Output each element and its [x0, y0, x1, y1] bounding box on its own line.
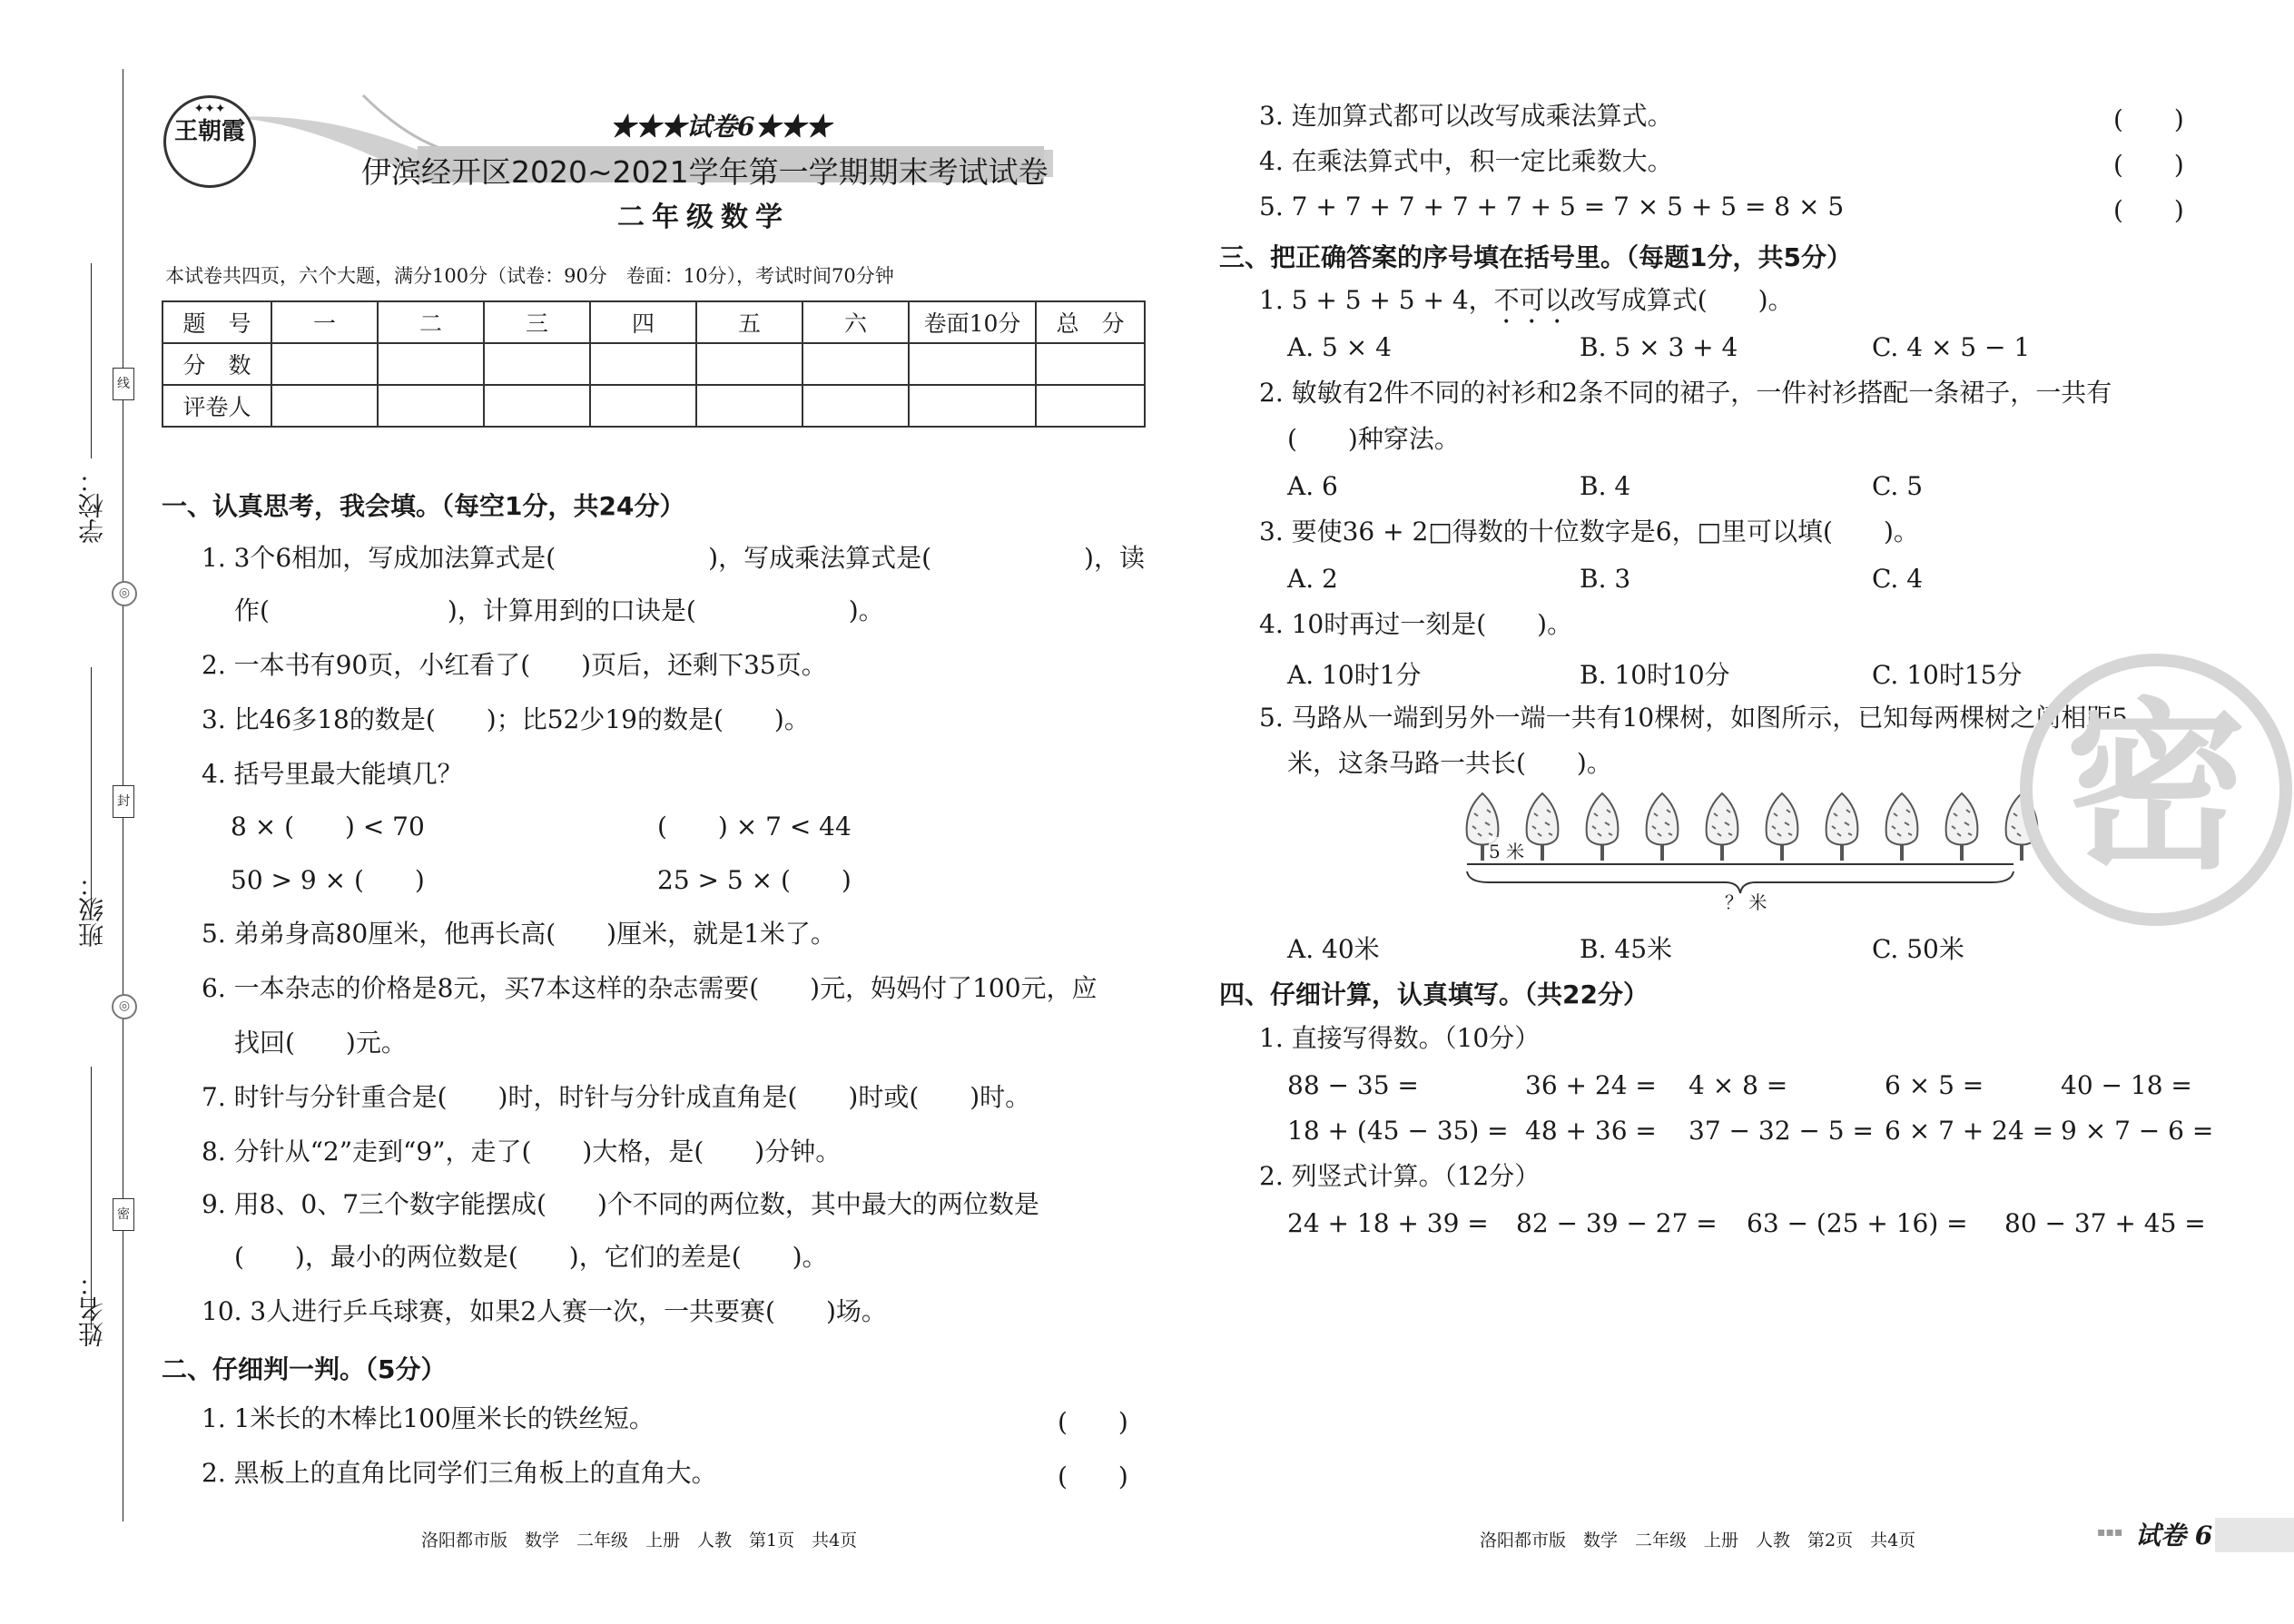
vertical-calc-item: 24 + 18 + 39 =: [1287, 1208, 1489, 1238]
judge-item-1: 1. 1米长的木棒比100厘米长的铁丝短。: [202, 1403, 655, 1433]
table-header-cell: 总 分: [1036, 301, 1145, 343]
tree-icon: [1761, 792, 1803, 862]
score-cell[interactable]: [909, 343, 1036, 385]
judge-item-5: 5. 7 + 7 + 7 + 7 + 7 + 5 = 7 × 5 + 5 = 8 × 5: [1259, 192, 1845, 221]
grader-cell[interactable]: [909, 385, 1036, 427]
seal-line-mark: 线: [113, 368, 134, 400]
option-c[interactable]: C. 4: [1872, 564, 1924, 594]
tree-icon: [1581, 792, 1623, 862]
question-4a: 8 × ( ) < 70: [231, 812, 425, 842]
table-header-cell: 二: [378, 301, 484, 343]
section-2-title: 二、仔细判一判。（5分）: [162, 1354, 447, 1384]
table-row: [162, 301, 1145, 343]
tree-icon: [1881, 792, 1923, 862]
score-table: [162, 300, 1146, 428]
grader-cell[interactable]: [271, 385, 378, 427]
footer-tab: [2215, 1518, 2294, 1552]
footer-paper-tag: 试卷 6: [2135, 1521, 2213, 1550]
calc-item: 48 + 36 =: [1525, 1116, 1657, 1146]
option-b[interactable]: B. 45米: [1580, 934, 1673, 964]
section-1-title: 一、认真思考，我会填。（每空1分，共24分）: [162, 491, 685, 521]
calc-item: 9 × 7 − 6 =: [2061, 1116, 2214, 1146]
grader-cell[interactable]: [378, 385, 484, 427]
option-b[interactable]: B. 5 × 3 + 4: [1580, 332, 1738, 362]
choice-question-2-line-1: 2. 敏敏有2件不同的衬衫和2条不同的裙子，一件衬衫搭配一条裙子，一共有: [1259, 378, 2112, 408]
row-label: 分 数: [162, 343, 271, 385]
option-b[interactable]: B. 3: [1580, 564, 1631, 594]
exam-title: 伊滨经开区2020~2021学年第一学期期末考试试卷: [361, 154, 1049, 190]
choice-question-4: 4. 10时再过一刻是( )。: [1259, 609, 1573, 639]
calc-item: 4 × 8 =: [1689, 1070, 1788, 1100]
grader-cell[interactable]: [590, 385, 696, 427]
option-a[interactable]: A. 40米: [1287, 934, 1380, 964]
table-header-cell: 题 号: [162, 301, 271, 343]
tree-gap-label: 5 米: [1489, 837, 1524, 863]
score-cell[interactable]: [590, 343, 696, 385]
footer-blocks-icon: ▪▪▪: [2097, 1525, 2123, 1540]
table-header-cell: 五: [696, 301, 802, 343]
option-b[interactable]: B. 4: [1580, 471, 1631, 501]
calc-item: 6 × 7 + 24 =: [1885, 1116, 2054, 1146]
score-cell[interactable]: [378, 343, 484, 385]
binding-circle-icon: ◎: [112, 581, 137, 606]
question-9-line-2: ( )，最小的两位数是( )，它们的差是( )。: [234, 1242, 828, 1272]
name-label: 姓名：: [77, 1271, 107, 1347]
question-5: 5. 弟弟身高80厘米，他再长高( )厘米，就是1米了。: [202, 919, 836, 949]
grader-cell[interactable]: [802, 385, 909, 427]
footer-right: 洛阳都市版 数学 二年级 上册 人教 第2页 共4页: [1480, 1530, 1916, 1550]
question-9-line-1: 9. 用8、0、7三个数字能摆成( )个不同的两位数，其中最大的两位数是: [202, 1189, 1039, 1219]
calc-item: 18 + (45 − 35) =: [1287, 1116, 1509, 1146]
table-header-cell: 六: [802, 301, 909, 343]
table-header-cell: 卷面10分: [909, 301, 1036, 343]
school-underline: [91, 263, 92, 458]
section-4-title: 四、仔细计算，认真填写。（共22分）: [1219, 979, 1649, 1009]
question-1-line-1: 1. 3个6相加，写成加法算式是( )，写成乘法算式是( )，读: [202, 543, 1145, 573]
calc-item: 6 × 5 =: [1885, 1070, 1984, 1100]
answer-blank[interactable]: ( ): [2113, 104, 2184, 134]
question-1-line-2: 作( )，计算用到的口诀是( )。: [234, 595, 884, 625]
question-8: 8. 分针从“2”走到“9”，走了( )大格，是( )分钟。: [202, 1137, 842, 1166]
choice-question-3: 3. 要使36 + 2□得数的十位数字是6，□里可以填( )。: [1259, 517, 1919, 546]
row-label: 评卷人: [162, 385, 271, 427]
option-a[interactable]: A. 10时1分: [1287, 660, 1422, 690]
question-4b: ( ) × 7 < 44: [657, 812, 852, 842]
score-cell[interactable]: [1036, 343, 1145, 385]
vertical-calc-item: 80 − 37 + 45 =: [2004, 1208, 2206, 1238]
score-cell[interactable]: [802, 343, 909, 385]
question-4: 4. 括号里最大能填几？: [202, 759, 463, 789]
subsection-1: 1. 直接写得数。（10分）: [1259, 1023, 1541, 1053]
answer-blank[interactable]: ( ): [1058, 1462, 1128, 1491]
judge-item-2: 2. 黑板上的直角比同学们三角板上的直角大。: [202, 1458, 717, 1488]
q1-prefix: 1. 5 + 5 + 5 + 4，: [1259, 285, 1494, 315]
calc-item: 40 − 18 =: [2061, 1070, 2192, 1100]
footer-left: 洛阳都市版 数学 二年级 上册 人教 第1页 共4页: [421, 1530, 858, 1550]
score-cell[interactable]: [484, 343, 590, 385]
grader-cell[interactable]: [484, 385, 590, 427]
class-label: 班级：: [77, 871, 107, 948]
table-row: [162, 385, 1145, 427]
tree-icon: [1521, 792, 1563, 862]
option-c[interactable]: C. 10时15分: [1872, 660, 2023, 690]
question-7: 7. 时针与分针重合是( )时，时针与分针成直角是( )时或( )时。: [202, 1082, 1031, 1112]
table-header-cell: 三: [484, 301, 590, 343]
school-label: 学校：: [77, 468, 107, 544]
q1-emphasis: 不可以: [1493, 285, 1570, 315]
brand-logo: ✦✦✦ 王朝霞: [163, 95, 256, 188]
tree-icon: [1641, 792, 1683, 862]
tree-figure: [1462, 792, 2024, 919]
option-a[interactable]: A. 5 × 4: [1287, 332, 1392, 362]
exam-subject: 二年级数学: [617, 202, 790, 233]
exam-instructions: 本试卷共四页，六个大题，满分100分（试卷：90分 卷面：10分），考试时间70分钟: [165, 265, 894, 287]
tree-icon: [1821, 792, 1863, 862]
tree-icon: [1941, 792, 1983, 862]
question-2: 2. 一本书有90页，小红看了( )页后，还剩下35页。: [202, 650, 827, 680]
binding-circle-icon: ◎: [112, 994, 137, 1019]
judge-item-4: 4. 在乘法算式中，积一定比乘数大。: [1259, 146, 1673, 176]
seal-seal-mark: 封: [113, 785, 134, 818]
vertical-calc-item: 63 − (25 + 16) =: [1747, 1208, 1968, 1238]
answer-blank[interactable]: ( ): [2113, 195, 2184, 225]
question-4d: 25 > 5 × ( ): [657, 865, 852, 895]
vertical-calc-item: 82 − 39 − 27 =: [1516, 1208, 1718, 1238]
option-a[interactable]: A. 6: [1287, 471, 1338, 501]
paper-series-label: ★★★试卷6★★★: [610, 112, 832, 142]
option-c[interactable]: C. 4 × 5 − 1: [1872, 332, 2031, 362]
q1-suffix: 改写成算式( )。: [1570, 285, 1794, 315]
question-4c: 50 > 9 × ( ): [231, 865, 425, 895]
table-header-cell: 四: [590, 301, 696, 343]
tree-icon: [1701, 792, 1743, 862]
option-c[interactable]: C. 50米: [1872, 934, 1964, 964]
option-a[interactable]: A. 2: [1287, 564, 1338, 594]
choice-question-5-line-1: 5. 马路从一端到另外一端一共有10棵树，如图所示，已知每两棵树之间相距5: [1259, 703, 2129, 733]
score-cell[interactable]: [271, 343, 378, 385]
option-c[interactable]: C. 5: [1872, 471, 1924, 501]
question-10: 10. 3人进行乒乓球赛，如果2人赛一次，一共要赛( )场。: [202, 1296, 887, 1326]
choice-question-1: [1259, 284, 1794, 330]
judge-item-3: 3. 连加算式都可以改写成乘法算式。: [1259, 101, 1673, 131]
road-length-label: ？ 米: [1725, 891, 1767, 913]
choice-question-5-line-2: 米，这条马路一共长( )。: [1287, 748, 1612, 778]
section-3-title: 三、把正确答案的序号填在括号里。（每题1分，共5分）: [1219, 242, 1852, 272]
grader-cell[interactable]: [1036, 385, 1145, 427]
brand-name: 王朝霞: [173, 118, 245, 145]
grader-cell[interactable]: [696, 385, 802, 427]
question-3: 3. 比46多18的数是( )；比52少19的数是( )。: [202, 704, 810, 734]
choice-question-2-line-2: ( )种穿法。: [1287, 424, 1460, 454]
subsection-2: 2. 列竖式计算。（12分）: [1259, 1161, 1541, 1191]
score-cell[interactable]: [696, 343, 802, 385]
answer-blank[interactable]: ( ): [2113, 150, 2184, 180]
calc-item: 36 + 24 =: [1525, 1070, 1657, 1100]
secret-watermark: 密: [2020, 654, 2292, 926]
calc-item: 88 − 35 =: [1287, 1070, 1419, 1100]
table-row: [162, 343, 1145, 385]
table-header-cell: 一: [271, 301, 378, 343]
calc-item: 37 − 32 − 5 =: [1689, 1116, 1874, 1146]
seal-secret-mark: 密: [113, 1198, 134, 1231]
question-6-line-2: 找回( )元。: [234, 1028, 407, 1058]
option-b[interactable]: B. 10时10分: [1580, 660, 1730, 690]
question-6-line-1: 6. 一本杂志的价格是8元，买7本这样的杂志需要( )元，妈妈付了100元，应: [202, 973, 1098, 1003]
answer-blank[interactable]: ( ): [1058, 1407, 1128, 1437]
